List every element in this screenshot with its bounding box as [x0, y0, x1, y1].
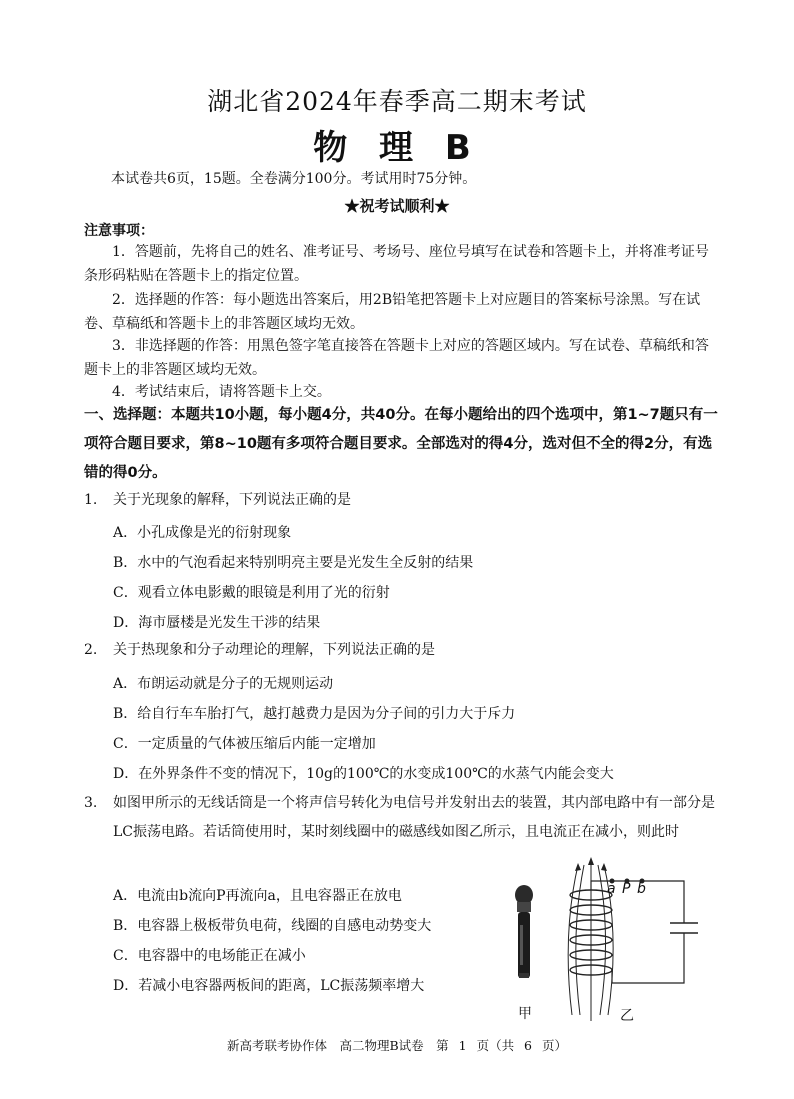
capacitor-icon [670, 923, 698, 933]
page-footer: 新高考联考协作体 高二物理B试卷 第 1 页（共 6 页） [227, 1038, 567, 1053]
figure-label-yi: 乙 [620, 1008, 634, 1024]
question-number: 3. [84, 795, 98, 811]
question-stem: 如图甲所示的无线话筒是一个将声信号转化为电信号并发射出去的装置，其内部电路中有一部分是LC振荡电路。若话筒使用时，某时刻线圈中的磁感线如图乙所示，且电流正在减小，则此时 [113, 795, 715, 840]
point-a-label: a [607, 881, 616, 897]
blessing: ★祝考试顺利★ [344, 197, 450, 215]
option-d: D．海市蜃楼是光发生干涉的结果 [113, 615, 321, 631]
option-a: A．电流由b流向P再流向a，且电容器正在放电 [113, 888, 402, 904]
option-c: C．电容器中的电场能正在减小 [113, 948, 306, 964]
point-b-label: b [637, 881, 646, 897]
option-b: B．给自行车车胎打气，越打越费力是因为分子间的引力大于斥力 [113, 706, 516, 722]
question-number: 2. [84, 642, 98, 658]
option-c: C．一定质量的气体被压缩后内能一定增加 [113, 736, 376, 752]
option-c: C．观看立体电影戴的眼镜是利用了光的衍射 [113, 585, 390, 601]
option-b: B．电容器上极板带负电荷，线圈的自感电动势变大 [113, 918, 432, 934]
question-stem: 关于热现象和分子动理论的理解，下列说法正确的是 [113, 642, 435, 658]
notes-heading: 注意事项： [84, 223, 154, 239]
exam-intro: 本试卷共6页，15题。全卷满分100分。考试用时75分钟。 [111, 171, 477, 187]
note-item: 4．考试结束后，请将答题卡上交。 [112, 384, 331, 400]
subject-title: 物 理 B [313, 128, 481, 168]
figure-label-jia: 甲 [518, 1006, 532, 1022]
microphone-icon [515, 885, 533, 978]
option-d: D．在外界条件不变的情况下，10g的100℃的水变成100℃的水蒸气内能会变大 [113, 766, 614, 782]
question-stem: 关于光现象的解释，下列说法正确的是 [113, 492, 351, 508]
option-b: B．水中的气泡看起来特别明亮主要是光发生全反射的结果 [113, 555, 474, 571]
section-heading: 一、选择题：本题共10小题，每小题4分，共40分。在每小题给出的四个选项中，第1~7题只有一项符合题目要求，第8~10题有多项符合题目要求。全部选对的得4分，选对但不全的得2分，有选错的得0分。 [84, 407, 718, 481]
point-p-label: P [622, 881, 631, 897]
field-line [576, 865, 584, 1015]
field-line [598, 865, 606, 1015]
option-d: D．若减小电容器两板间的距离，LC振荡频率增大 [113, 978, 425, 994]
exam-title: 湖北省2024年春季高二期末考试 [207, 87, 587, 116]
option-a: A．布朗运动就是分子的无规则运动 [113, 676, 334, 692]
question-number: 1. [84, 492, 98, 508]
note-item: 1．答题前，先将自己的姓名、准考证号、考场号、座位号填写在试卷和答题卡上，并将准考证号条形码粘贴在答题卡上的指定位置。 [84, 244, 709, 284]
note-item: 2．选择题的作答：每小题选出答案后，用2B铅笔把答题卡上对应题目的答案标号涂黑。写在试卷、草稿纸和答题卡上的非答题区域均无效。 [84, 292, 701, 332]
option-a: A．小孔成像是光的衍射现象 [113, 525, 292, 541]
note-item: 3．非选择题的作答：用黑色签字笔直接答在答题卡上对应的答题区域内。写在试卷、草稿纸和答题卡上的非答题区域均无效。 [84, 338, 709, 378]
question-figure [500, 855, 720, 1025]
